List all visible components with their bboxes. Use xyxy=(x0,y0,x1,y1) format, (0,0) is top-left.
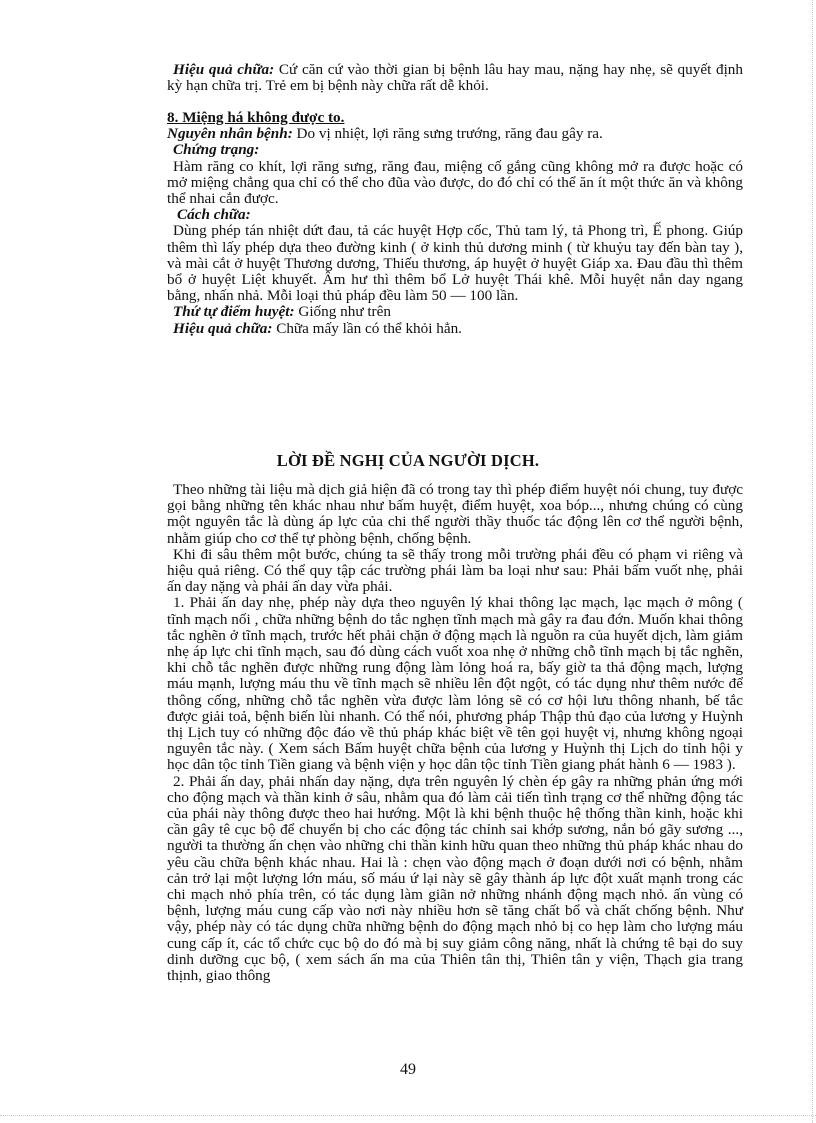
bottom-dotted-border xyxy=(0,1115,816,1116)
symptom-text: Hàm răng co khít, lợi răng sưng, răng đau, miệng cố gắng cũng không mở ra được hoặc có mở miệng chẳng qua chỉ có thể cho đũa vào được, do đó chỉ có thể ăn ít một thức ăn và không thể nhai cắn được. xyxy=(167,157,743,208)
afterword-body xyxy=(167,482,743,984)
afterword-paragraph-2: Khi đi sâu thêm một bước, chúng ta sẽ thấy trong mỗi trường phái đều có phạm vi riêng và hiệu quả riêng. Có thể quy tập các trường phái làm ba loại như sau: Phải bấm vuốt nhẹ, phải ấn day nặng và phải ấn day vừa phải. xyxy=(167,545,743,596)
afterword-paragraph-4: 2. Phải ấn day, phải nhấn day nặng, dựa trên nguyên lý chèn ép gây ra những phản ứng mới cho động mạch và thần kinh ở sâu, nhằm qua đó làm cải tiến tình trạng cơ thể những động tác của phái này thông được theo hai hướng. Một là khi bệnh thuộc hệ thống thần kinh, hoặc khi cần gây tê cục bộ để chuyển bị cho các động tác chỉnh sai khớp sương, nắn bó gãy sương ..., người ta thường ấn chẹn vào những chi thần kinh hữu quan theo những thủ pháp khác nhau do yêu cầu chữa bệnh khác nhau. Hai là : chẹn vào động mạch ở đoạn dưới nơi có bệnh, nhằm cản trở lại một lượng lớn máu, số máu ứ lại này sẽ gây thành áp lực đột xuất mạnh trong các chi mạch nhỏ phía trên, có tác dụng làm giãn nở những nhánh động mạch nhỏ. ấn vùng có bệnh, lượng máu cung cấp vào nơi này nhiều hơn sẽ tăng chất bổ và chất chống bệnh. Như vậy, phép này có tác dụng chữa những bệnh do động mạch nhỏ bị co hẹp làm cho lượng máu cung cấp ít, các tổ chức cục bộ do đó mà bị suy giảm công năng, nhất là chứng tê bại do suy dinh dưỡng cục bộ, ( xem sách ấn ma của Thiên tân thị, Thiên tân y viện, Thạch gia trang thịnh, giao thông xyxy=(167,772,743,985)
top-effect xyxy=(167,62,743,94)
order-text: Giống như trên xyxy=(294,303,391,321)
section-8-effect-paragraph xyxy=(167,321,743,337)
section-8-effect-text: Chữa mấy lần có thể khỏi hẳn. xyxy=(272,319,462,337)
top-effect-paragraph xyxy=(167,62,743,94)
symptom-label: Chứng trạng: xyxy=(173,141,260,159)
top-effect-text: Cứ căn cứ vào thời gian bị bệnh lâu hay mau, nặng hay nhẹ, sẽ quyết định kỳ hạn chữa trị. Trẻ em bị bệnh này chữa rất dễ khỏi. xyxy=(167,61,743,95)
cause-paragraph xyxy=(167,126,743,142)
order-label: Thứ tự điểm huyệt: xyxy=(173,303,295,321)
section-8 xyxy=(167,110,743,337)
page-number: 49 xyxy=(400,1061,416,1078)
cause-label: Nguyên nhân bệnh: xyxy=(167,125,293,143)
section-8-heading: 8. Miệng há không được to. xyxy=(167,109,345,126)
afterword-paragraph-1: Theo những tài liệu mà dịch giả hiện đã có trong tay thì phép điểm huyệt nói chung, tuy được gọi bằng những tên khác nhau như bấm huyệt, điểm huyệt, xoa bóp..., nhưng chúng có cùng một nguyên tắc là dùng áp lực của chi thể người thầy thuốc tác động lên cơ thể người bệnh, nhằm giúp cho cơ thể tự phòng bệnh, chống bệnh. xyxy=(167,481,743,547)
order-paragraph xyxy=(167,304,743,320)
section-8-effect-label: Hiệu quả chữa: xyxy=(173,319,273,337)
afterword-paragraph-3: 1. Phải ấn day nhẹ, phép này dựa theo nguyên lý khai thông lạc mạch, lạc mạch ở mông ( tĩnh mạch nối , chữa những bệnh do tắc nghẹn tĩnh mạch mà gây ra đau đớn. Muốn khai thông tắc nghẽn ở tĩnh mạch, trước hết phải chặn ở động mạch là nguồn ra của huyết dịch, làm giảm nhẹ áp lực chi tĩnh mạch, sau đó dùng cách vuốt xoa nhẹ ở những chỗ tĩnh mạch bị tắc nghẽn, khi chỗ tắc nghẽn được những rung động làm lỏng hoá ra, bấy giờ ta thả động mạch, lượng máu mạnh, lượng máu thu về tĩnh mạch sẽ nhiều lên đột ngột, có tác dụng như thêm nước để thông cống, những chỗ tắc nghẽn vừa được làm lỏng sẽ có cơ hội lưu thông nhanh, bế tắc được giải toả, bệnh biến lùi nhanh. Có thể nói, phương pháp Thập thủ đạo của lương y Huỳnh thị Lịch tuy có những độc đáo về thủ pháp khác biệt về tên gọi huyệt vị, nhưng không ngoại nguyên tắc này. ( Xem sách Bấm huyệt chữa bệnh của lương y Huỳnh thị Lịch do tỉnh hội y học dân tộc tỉnh Tiền giang và bệnh viện y học dân tộc tỉnh Tiền giang phát hành 6 — 1983 ). xyxy=(167,594,743,774)
afterword-title: LỜI ĐỀ NGHỊ CỦA NGƯỜI DỊCH. xyxy=(276,451,540,470)
treatment-label: Cách chữa: xyxy=(177,206,251,224)
right-dotted-border xyxy=(812,0,813,1123)
top-effect-label: Hiệu quả chữa: xyxy=(173,61,275,78)
cause-text: Do vị nhiệt, lợi răng sưng trướng, răng đau gây ra. xyxy=(292,125,603,143)
treatment-text: Dùng phép tán nhiệt dứt đau, tả các huyệt Hợp cốc, Thủ tam lý, tả Phong trì, Ế phong. Giúp thêm thì lấy phép dựa theo đường kinh ( ở kinh thủ dương minh ( từ khuỷu tay đến bàn tay ), và mài cắt ở huyệt Thương dương, Thiếu thương, áp huyệt ở huyệt Giáp xa. Đau đầu thì thêm bổ ở huyệt Liệt khuyết. Âm hư thì thêm bổ Lở huyệt Thái khê. Mỗi huyệt nắn day ngang bằng, nhấn nhả. Mỗi loại thủ pháp đều làm 50 — 100 lần. xyxy=(167,222,743,305)
